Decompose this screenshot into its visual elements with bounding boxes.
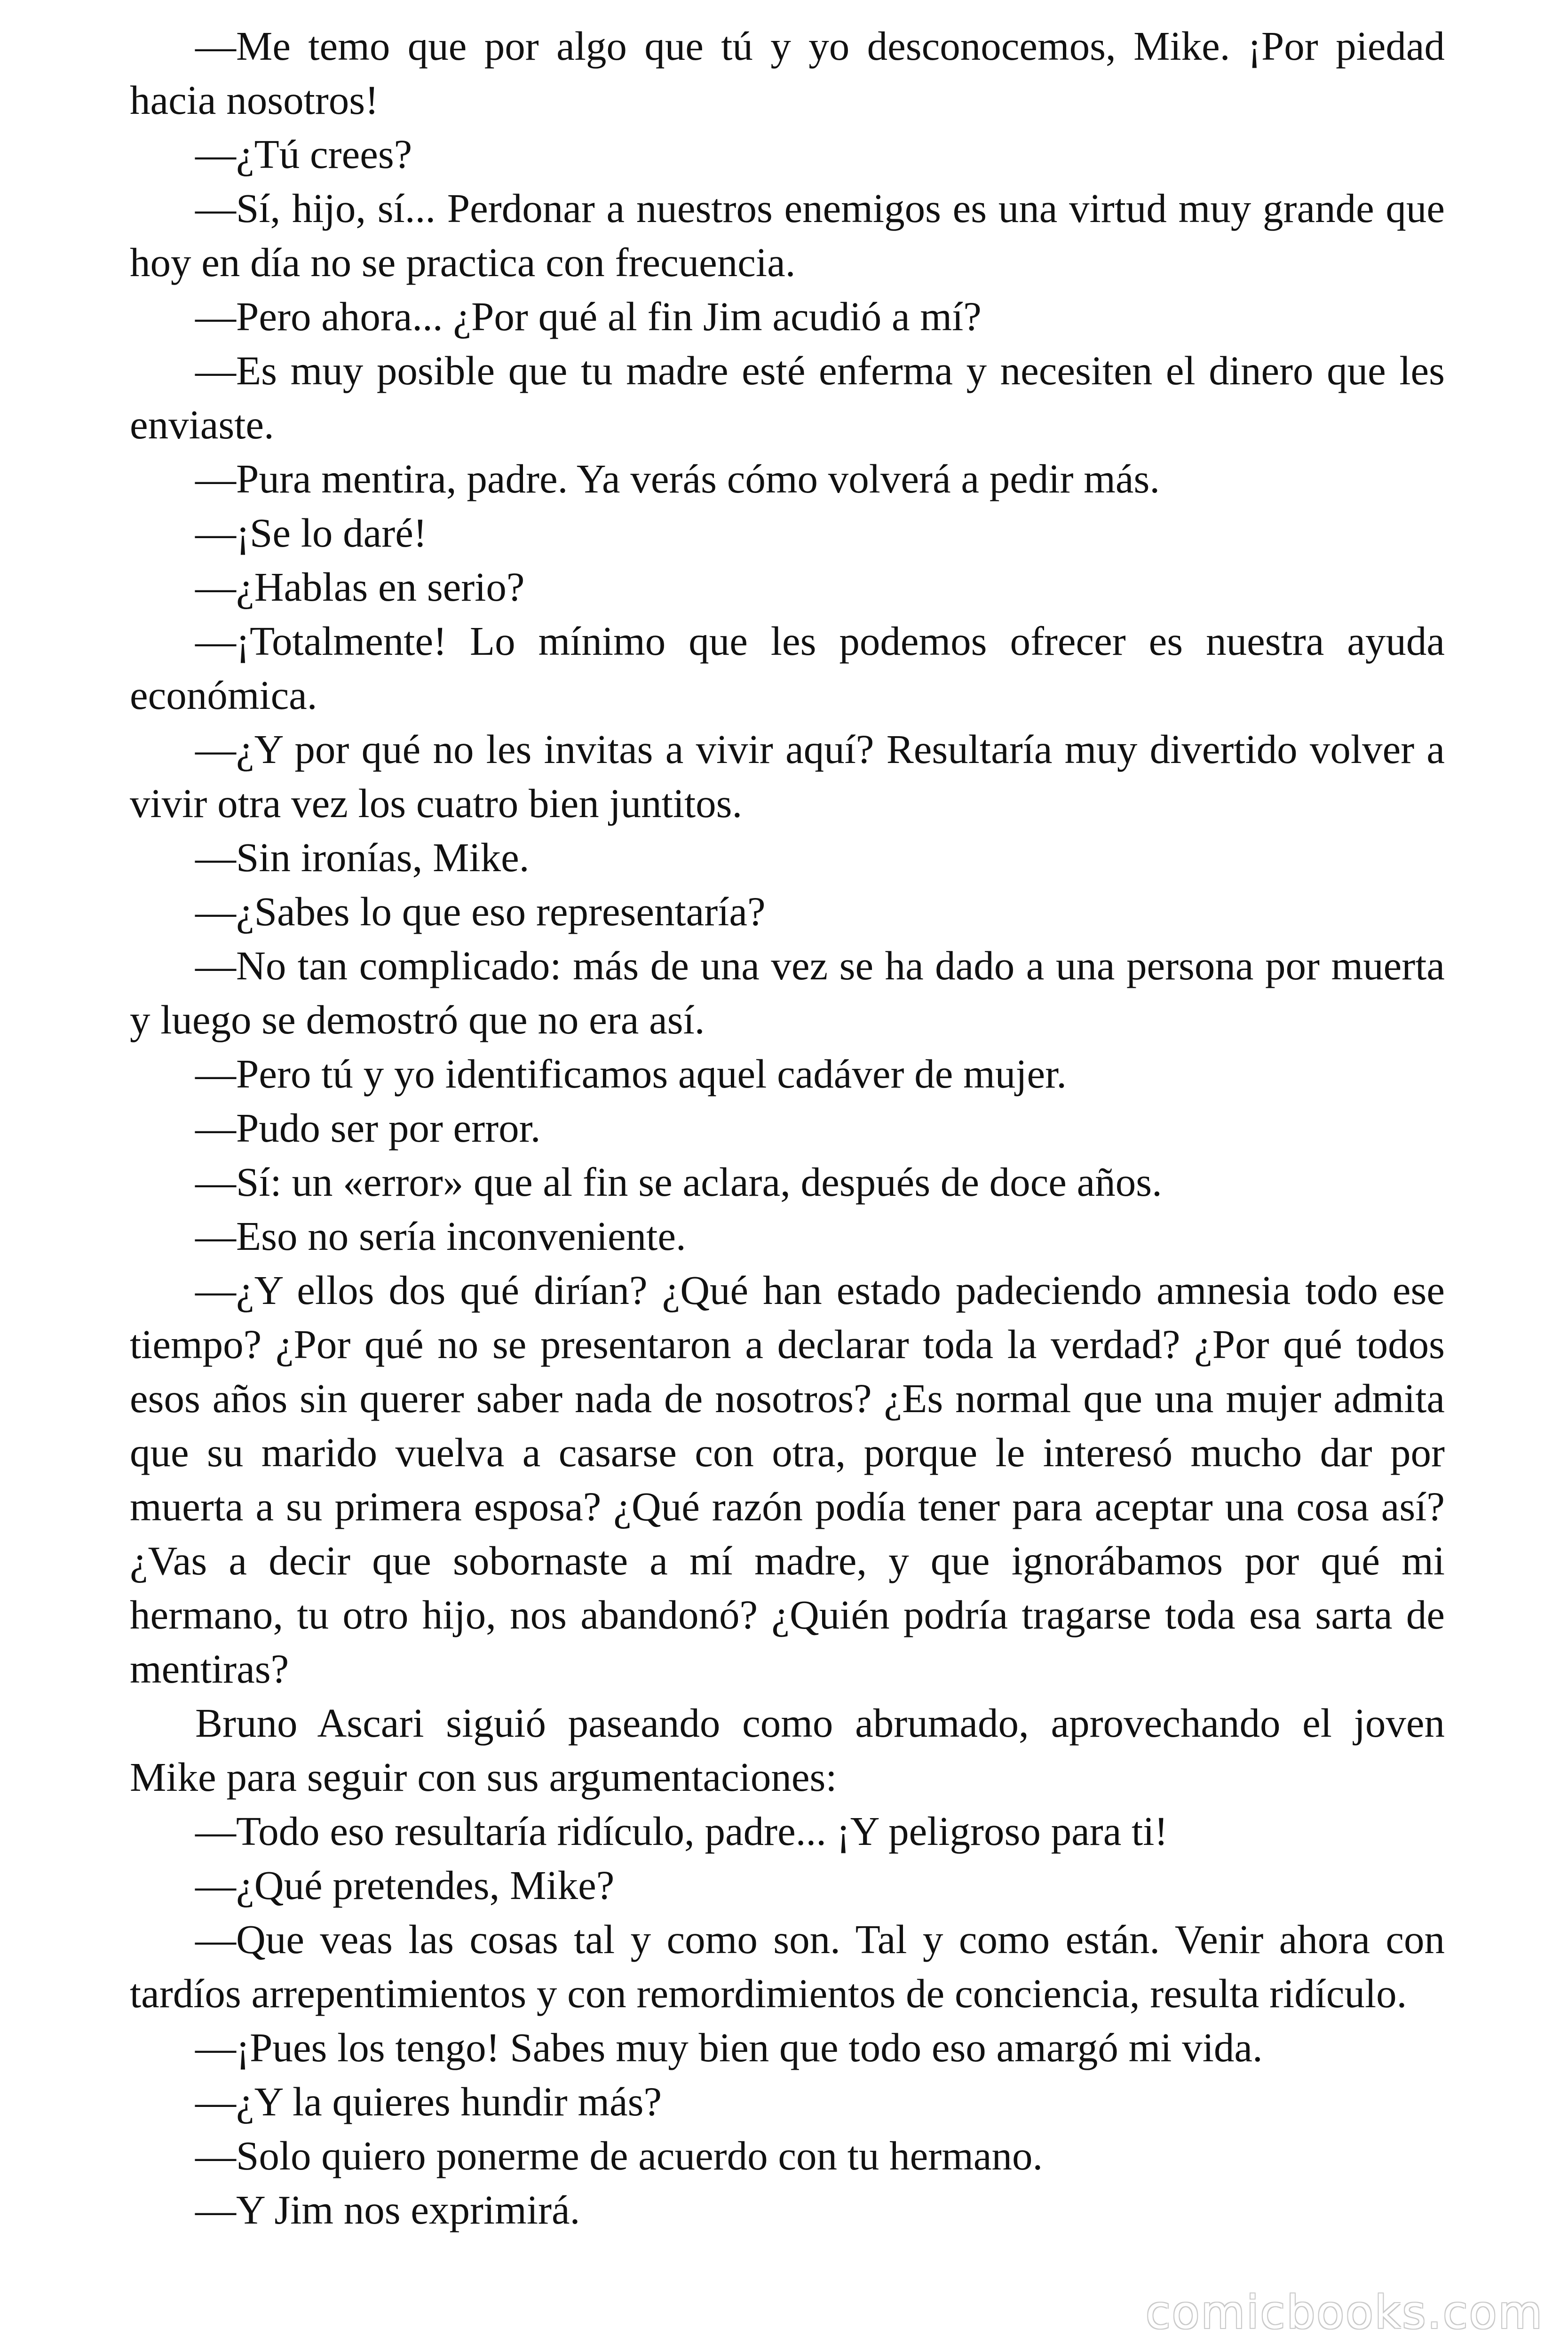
watermark: comicbooks.com <box>1145 2286 1544 2339</box>
paragraph: —¡Totalmente! Lo mínimo que les podemos ofrecer es nuestra ayuda económica. <box>130 618 1445 718</box>
paragraph: —¿Qué pretendes, Mike? <box>195 1862 615 1908</box>
paragraph: —Todo eso resultaría ridículo, padre... ¡Y peligroso para ti! <box>195 1808 1168 1854</box>
paragraph: —Es muy posible que tu madre esté enferma y necesiten el dinero que les enviaste. <box>130 348 1445 447</box>
paragraph: —Que veas las cosas tal y como son. Tal y como están. Venir ahora con tardíos arrepentimientos y con remordimientos de conciencia, resulta ridículo. <box>130 1916 1445 2016</box>
paragraph: —Sí, hijo, sí... Perdonar a nuestros enemigos es una virtud muy grande que hoy en día no se practica con frecuencia. <box>130 185 1445 285</box>
paragraph: —Sí: un «error» que al fin se aclara, después de doce años. <box>195 1159 1162 1205</box>
paragraph: —Pero ahora... ¿Por qué al fin Jim acudió a mí? <box>195 294 982 339</box>
paragraph: Bruno Ascari siguió paseando como abrumado, aprovechando el joven Mike para seguir con sus argumentaciones: <box>130 1700 1445 1800</box>
paragraph: —¡Se lo daré! <box>195 510 427 556</box>
paragraph: —¿Y por qué no les invitas a vivir aquí? Resultaría muy divertido volver a vivir otra vez los cuatro bien juntitos. <box>130 726 1445 826</box>
paragraph: —Solo quiero ponerme de acuerdo con tu hermano. <box>195 2133 1043 2178</box>
paragraph: —No tan complicado: más de una vez se ha dado a una persona por muerta y luego se demostró que no era así. <box>130 943 1445 1042</box>
paragraph: —¿Sabes lo que eso representaría? <box>195 889 766 934</box>
paragraph: —Pura mentira, padre. Ya verás cómo volverá a pedir más. <box>195 456 1160 501</box>
paragraph: —¡Pues los tengo! Sabes muy bien que todo eso amargó mi vida. <box>195 2025 1263 2070</box>
paragraph: —Y Jim nos exprimirá. <box>195 2187 580 2233</box>
paragraph: —¿Y ellos dos qué dirían? ¿Qué han estado padeciendo amnesia todo ese tiempo? ¿Por qué no se presentaron a declarar toda la verdad? ¿Por qué todos esos años sin querer saber nada de nosotros? ¿Es normal que una mujer admita que su marido vuelva a casarse con otra, porque le interesó mucho dar por muerta a su primera esposa? ¿Qué razón podía tener para aceptar una cosa así? ¿Vas a decir que sobornaste a mí madre, y que ignorábamos por qué mi hermano, tu otro hijo, nos abandonó? ¿Quién podría tragarse toda esa sarta de mentiras? <box>130 1267 1445 1692</box>
paragraph: —Sin ironías, Mike. <box>195 834 530 880</box>
paragraph: —Eso no sería inconveniente. <box>195 1213 686 1259</box>
document-page <box>130 19 1445 2237</box>
paragraph: —¿Hablas en serio? <box>195 564 525 610</box>
paragraph: —¿Tú crees? <box>195 131 412 177</box>
paragraph: —¿Y la quieres hundir más? <box>195 2079 662 2124</box>
paragraph: —Me temo que por algo que tú y yo desconocemos, Mike. ¡Por piedad hacia nosotros! <box>130 23 1445 123</box>
paragraph: —Pudo ser por error. <box>195 1105 541 1151</box>
paragraph: —Pero tú y yo identificamos aquel cadáver de mujer. <box>195 1051 1067 1097</box>
